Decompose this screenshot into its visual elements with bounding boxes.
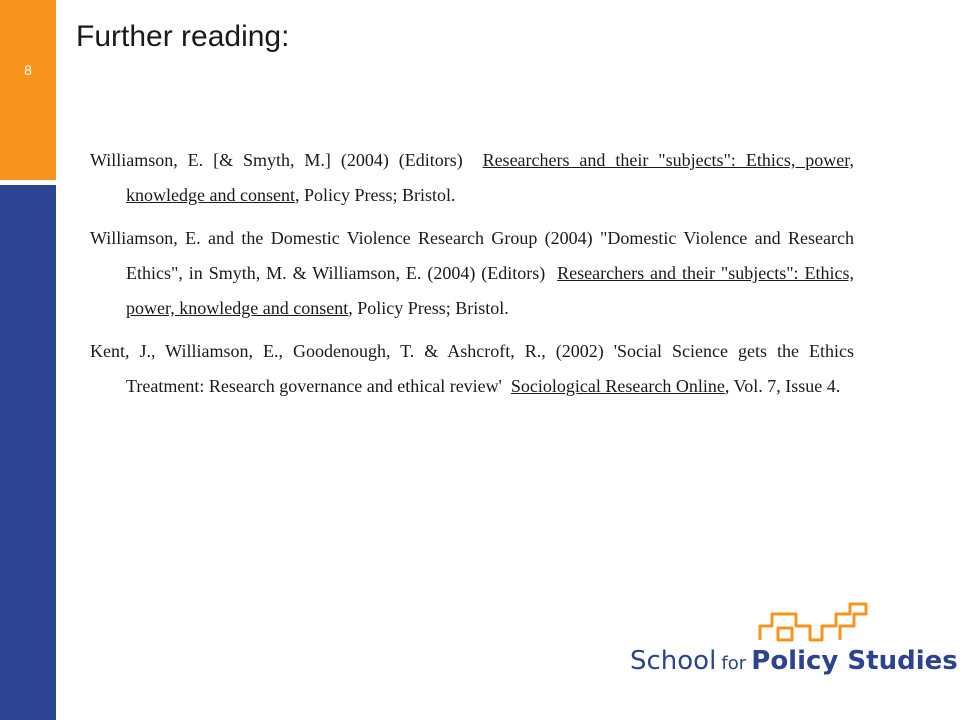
reference-2-title-link[interactable]: Researchers and their "subjects": Ethics, power, knowledge and consent bbox=[126, 263, 854, 318]
reference-1-authors: Williamson, E. [& Smyth, M.] (2004) (Editors) bbox=[90, 150, 463, 170]
reference-2-publisher: , Policy Press; Bristol. bbox=[348, 298, 509, 318]
sidebar-blue-band bbox=[0, 185, 56, 720]
logo-text bbox=[630, 646, 958, 676]
reference-list bbox=[90, 143, 854, 412]
reference-1-title-link[interactable]: Researchers and their "subjects": Ethics, power, knowledge and consent bbox=[126, 150, 854, 205]
reference-1-publisher: , Policy Press; Bristol. bbox=[294, 185, 456, 205]
sidebar-orange-band bbox=[0, 0, 56, 180]
reference-2 bbox=[90, 221, 854, 326]
reference-3 bbox=[90, 334, 854, 404]
reference-3-authors: Kent, J., Williamson, E., Goodenough, T. & Ashcroft, R., (2002) 'Social Science gets the Ethics Treatment: Research governance and ethical review' bbox=[90, 341, 854, 396]
slide-title: Further reading: bbox=[76, 20, 290, 53]
logo-word-school: School bbox=[630, 646, 717, 676]
reference-2-authors: Williamson, E. and the Domestic Violence Research Group (2004) "Domestic Violence and Research Ethics", in Smyth, M. & Williamson, E. (2004) (Editors) bbox=[90, 228, 854, 283]
logo-word-policy-studies: Policy Studies bbox=[751, 646, 958, 676]
reference-3-volume: , Vol. 7, Issue 4. bbox=[724, 376, 841, 396]
logo-word-for: for bbox=[721, 653, 747, 674]
slide-number: 8 bbox=[24, 62, 32, 78]
school-for-policy-studies-logo bbox=[630, 600, 958, 690]
reference-3-journal-link[interactable]: Sociological Research Online bbox=[510, 376, 725, 396]
reference-1 bbox=[90, 143, 854, 213]
logo-blocks-icon bbox=[630, 600, 930, 650]
